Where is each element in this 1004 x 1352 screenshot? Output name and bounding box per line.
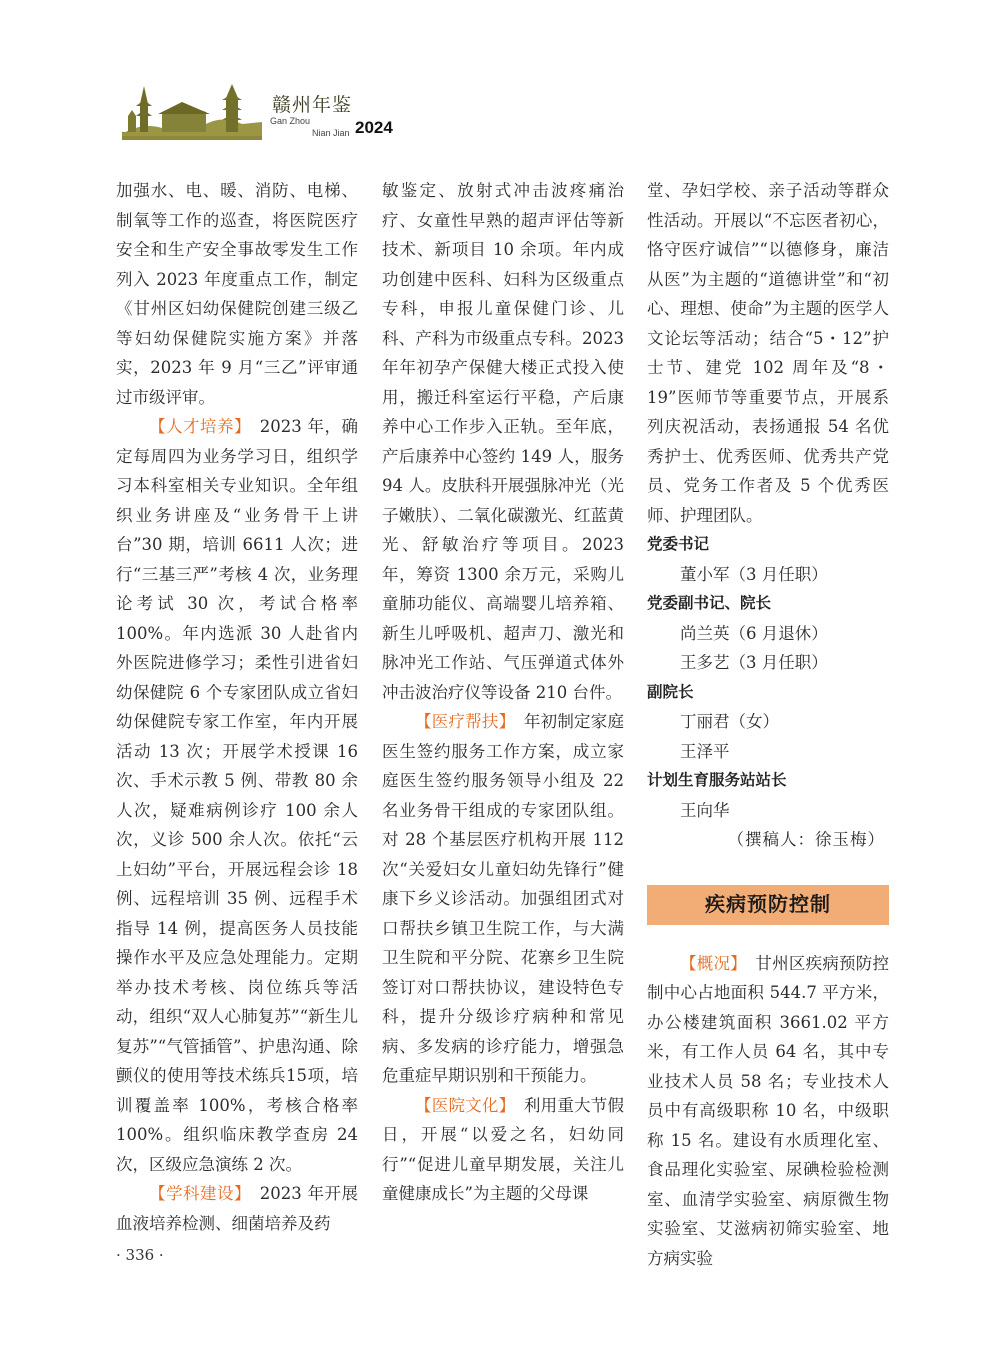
culture-text: 利用重大节假日，开展“以爱之名，妇幼同行”“促进儿童早期发展，关注儿童健康成长”为主题的父母课 [382, 1095, 625, 1203]
paragraph-safety: 加强水、电、暖、消防、电梯、制氧等工作的巡查，将医院医疗安全和生产安全事故零发生工作列入 2023 年度重点工作，制定《甘州区妇幼保健院创建三级乙等妇幼保健院实施方案》并落实，2023 年 9 月“三乙”评审通过市级评审。 [116, 181, 358, 407]
heading-overview: 【概况】 [680, 953, 739, 973]
paragraph-overview [647, 949, 889, 1274]
paragraph-culture-cont: 堂、孕妇学校、亲子活动等群众性活动。开展以“不忘医者初心，恪守医疗诚信”“以德修身，廉洁从医”为主题的“道德讲堂”和“初心、理想、使命”为主题的医学人文论坛等活动；结合“5・12”护士节、建党 102 周年及“8・19”医师节等重要节点，开展系列庆祝活动，表扬通报 54 名优秀护士、优秀医师、优秀共产党员、党务工作者及 5 个优秀医师、护理团队。 [647, 181, 889, 525]
yearbook-year: 2024 [355, 118, 393, 137]
discipline-text: 2023 年开展血液培养检测、细菌培养及药 [116, 1184, 358, 1233]
label-party-secretary: 党委书记 [647, 536, 710, 553]
yearbook-calligraphy-title: 赣州年鉴 [272, 94, 353, 116]
talent-training-text: 2023 年，确定每周四为业务学习日，组织学习本科室相关专业知识。全年组织业务讲座及“业务骨干上讲台”30 期，培训 6611 人次；进行“三基三严”考核 4 次，业务理论考试 30 次，考试合格率 100%。年内选派 30 人赴省内外医院进修学习；柔性引进省妇幼保健院 6 个专家团队成立省妇幼保健院专家工作室，年内开展活动 13 次；开展学术授课 16 次、手术示教 5 例、带教 80 余人次，疑难病例诊疗 100 余人次，义诊 500 余人次。依托“云上妇幼”平台，开展远程会诊 18 例、远程培训 35 例、远程手术指导 14 例，提高医务人员技能操作水平及应急处理能力。定期举办技术考核、岗位练兵等活动，组织“双人心肺复苏”“新生儿复苏”“气管插管”、护患沟通、除颤仪的使用等技术练兵15项，培训覆盖率 100%，考核合格率 100%。组织临床教学查房 24 次，区级应急演练 2 次。 [116, 417, 358, 1174]
name-vice-president-2: 王泽平 [680, 741, 730, 761]
column-right [647, 176, 889, 1273]
label-deputy-secretary-president: 党委副书记、院长 [647, 595, 772, 612]
author-credit: （撰稿人：徐玉梅） [727, 830, 885, 849]
paragraph-discipline [116, 1179, 358, 1238]
name-deputy-secretary-2: 王多艺（3 月任职） [680, 653, 828, 672]
label-family-planning-head: 计划生育服务站站长 [647, 772, 787, 789]
paragraph-talent-training [116, 412, 358, 1179]
pagoda-landscape-icon [122, 76, 262, 140]
column-middle [382, 176, 624, 1209]
label-vice-president: 副院长 [647, 683, 694, 701]
heading-talent-training: 【人才培养】 [149, 417, 243, 436]
medical-aid-text: 年初制定家庭医生签约服务工作方案，成立家庭医生签约服务领导小组及 22 名业务骨干组成的专家团队组。对 28 个基层医疗机构开展 112 次“关爱妇女儿童妇幼先锋行”健康下乡义诊活动。加强组团式对口帮扶乡镇卫生院工作，与大满卫生院和平分院、花寨乡卫生院签订对口帮扶协议，建设特色专科，提升分级诊疗病种和常见病、多发病的诊疗能力，增强急危重症早期识别和干预能力。 [382, 712, 625, 1085]
name-vice-president-1: 丁丽君（女） [680, 712, 779, 731]
paragraph-medical-aid [382, 707, 624, 1091]
paragraph-culture [382, 1091, 624, 1209]
yearbook-pinyin-nianjian: Nian Jian [312, 128, 350, 138]
overview-text: 甘州区疾病预防控制中心占地面积 544.7 平方米，办公楼建筑面积 3661.02 平方米，有工作人员 64 名，其中专业技术人员 58 名；专业技术人员中有高级职称 10 名，中级职称 15 名。建设有水质理化室、食品理化实验室、尿碘检验检测室、血清学实验室、病原微生物实验室、艾滋病初筛实验室、地方病实验 [647, 953, 890, 1268]
name-family-planning-head: 王向华 [680, 800, 730, 820]
heading-discipline: 【学科建设】 [149, 1184, 243, 1203]
yearbook-pinyin-ganzhou: Gan Zhou [270, 116, 311, 126]
yearbook-header [122, 76, 422, 140]
column-left [116, 176, 358, 1238]
heading-culture: 【医院文化】 [415, 1095, 508, 1115]
paragraph-discipline-cont: 敏鉴定、放射式冲击波疼痛治疗、女童性早熟的超声评估等新技术、新项目 10 余项。年内成功创建中医科、妇科为区级重点专科，申报儿童保健门诊、儿科、产科为市级重点专科。2023 年年初孕产保健大楼正式投入使用，搬迁科室运行平稳，产后康养中心工作步入正轨。至年底，产后康养中心签约 149 人，服务 94 人。皮肤科开展强脉冲光（光子嫩肤）、二氧化碳激光、红蓝黄光、舒敏治疗等项目。2023 年，筹资 1300 余万元，采购儿童肺功能仪、高端婴儿培养箱、新生儿呼吸机、超声刀、激光和脉冲光工作站、气压弹道式体外冲击波治疗仪等设备 210 台件。 [382, 181, 624, 702]
heading-medical-aid: 【医疗帮扶】 [415, 712, 508, 731]
page-number: · 336 · [116, 1246, 164, 1264]
name-deputy-secretary-1: 尚兰英（6 月退休） [680, 623, 828, 643]
name-party-secretary: 董小军（3 月任职） [680, 564, 828, 584]
section-title-disease-control: 疾病预防控制 [647, 885, 889, 925]
